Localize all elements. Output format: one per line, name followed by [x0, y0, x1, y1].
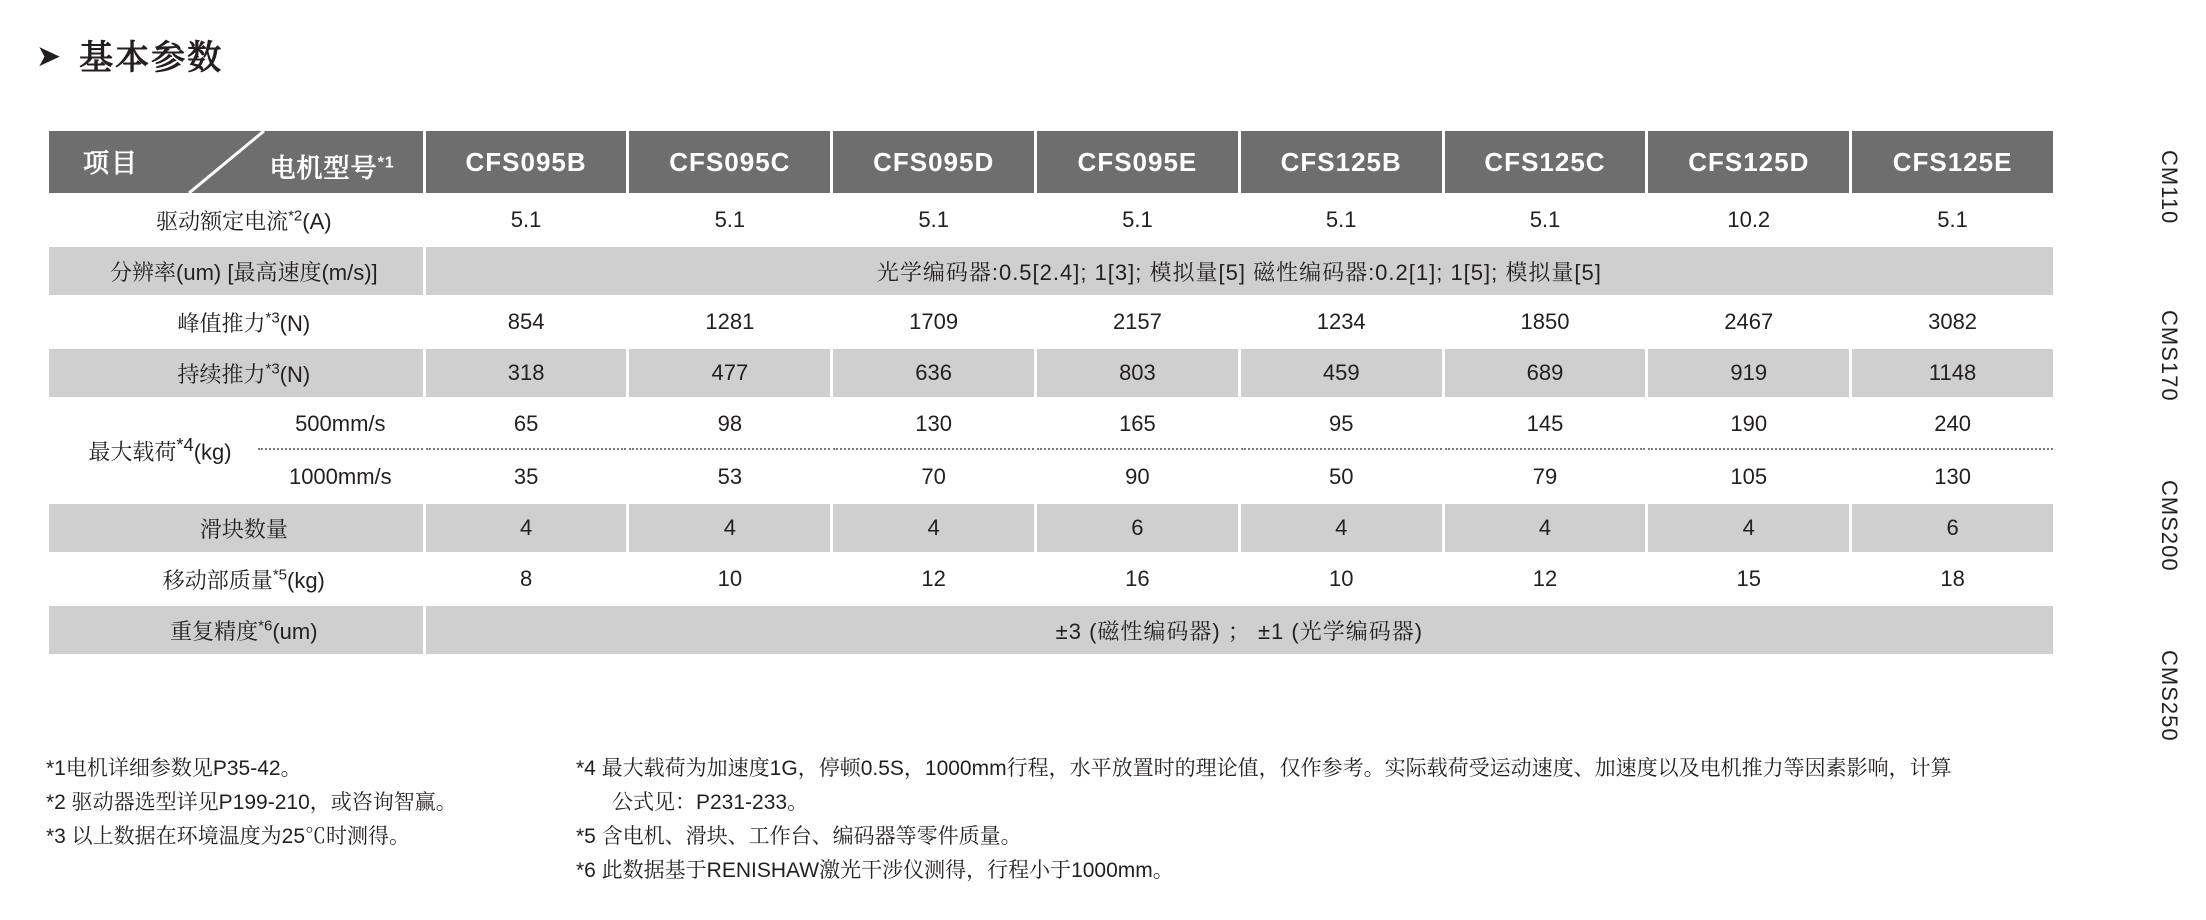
- footnotes-left-column: [46, 752, 516, 854]
- cell: 4: [1648, 504, 1849, 552]
- footnote-4: *4 最大载荷为加速度1G，停顿0.5S，1000mm行程，水平放置时的理论值，仅作参考。实际载荷受运动速度、加速度以及电机推力等因素影响，计算: [576, 757, 1952, 780]
- cell: 4: [1445, 504, 1646, 552]
- table-header-row: [49, 131, 2053, 193]
- merged-cell: 光学编码器:0.5[2.4]; 1[3]; 模拟量[5] 磁性编码器:0.2[1]; 1[5]; 模拟量[5]: [426, 247, 2053, 295]
- table-row: [49, 606, 2053, 654]
- cell: 4: [1241, 504, 1442, 552]
- cell: 35: [426, 453, 627, 501]
- cell: 95: [1241, 400, 1442, 450]
- cell: 5.1: [629, 196, 830, 244]
- side-tab-cms250[interactable]: CMS250: [2157, 650, 2182, 742]
- row-label-group: 最大载荷$^{*4}$(kg): [49, 400, 255, 501]
- side-tab-cms200[interactable]: CMS200: [2157, 480, 2182, 572]
- row-label: 峰值推力$^{*3}$(N): [49, 298, 423, 346]
- cell: 18: [1852, 555, 2053, 603]
- footnote-6: *6 此数据基于RENISHAW激光干涉仪测得，行程小于1000mm。: [576, 859, 1174, 883]
- footnote-1: *1电机详细参数见P35-42。: [46, 757, 302, 780]
- table-row: [49, 349, 2053, 397]
- table-row: [49, 196, 2053, 244]
- cell: 459: [1241, 349, 1442, 397]
- cell: 79: [1445, 453, 1646, 501]
- cell: 130: [1852, 453, 2053, 501]
- cell: 12: [1445, 555, 1646, 603]
- row-label: 滑块数量: [49, 504, 423, 552]
- footnote-3: *3 以上数据在环境温度为25℃时测得。: [46, 825, 411, 849]
- cell: 1850: [1445, 298, 1646, 346]
- column-header-1: CFS095C: [629, 131, 830, 193]
- table-row: [49, 247, 2053, 295]
- cell: 10: [1241, 555, 1442, 603]
- cell: 1234: [1241, 298, 1442, 346]
- cell: 2157: [1037, 298, 1238, 346]
- table-row: [49, 298, 2053, 346]
- column-header-6: CFS125D: [1648, 131, 1849, 193]
- cell: 3082: [1852, 298, 2053, 346]
- header-corner-cell: [49, 131, 423, 193]
- cell: 145: [1445, 400, 1646, 450]
- cell: 70: [833, 453, 1034, 501]
- table-row: [49, 400, 2053, 450]
- cell: 318: [426, 349, 627, 397]
- table-row: [49, 453, 2053, 501]
- cell: 5.1: [1241, 196, 1442, 244]
- footnote-5: *5 含电机、滑块、工作台、编码器等零件质量。: [576, 825, 1022, 849]
- cell: 8: [426, 555, 627, 603]
- cell: 15: [1648, 555, 1849, 603]
- footnote-4-cont: 公式见：P231-233。: [612, 791, 809, 815]
- cell: 10.2: [1648, 196, 1849, 244]
- side-tab-strip: [2142, 150, 2188, 770]
- row-label: 移动部质量$^{*5}$(kg): [49, 555, 423, 603]
- cell: 240: [1852, 400, 2053, 450]
- cell: 5.1: [833, 196, 1034, 244]
- cell: 6: [1037, 504, 1238, 552]
- column-header-4: CFS125B: [1241, 131, 1442, 193]
- side-tab-cm110[interactable]: CM110: [2157, 150, 2182, 225]
- cell: 4: [833, 504, 1034, 552]
- table-row: [49, 504, 2053, 552]
- cell: 919: [1648, 349, 1849, 397]
- header-item-label: 项目: [83, 148, 140, 178]
- page-heading: [36, 30, 223, 79]
- header-model-label: 电机型号$^{*1}$: [269, 153, 395, 183]
- sub-row-label: 500mm/s: [258, 400, 423, 450]
- cell: 636: [833, 349, 1034, 397]
- footnote-2: *2 驱动器选型详见P199-210，或咨询智赢。: [46, 791, 457, 815]
- spec-table-container: [46, 128, 2056, 657]
- cell: 4: [426, 504, 627, 552]
- row-label: 驱动额定电流$^{*2}$(A): [49, 196, 423, 244]
- cell: 98: [629, 400, 830, 450]
- cell: 854: [426, 298, 627, 346]
- cell: 165: [1037, 400, 1238, 450]
- column-header-2: CFS095D: [833, 131, 1034, 193]
- cell: 190: [1648, 400, 1849, 450]
- cell: 50: [1241, 453, 1442, 501]
- cell: 1281: [629, 298, 830, 346]
- merged-cell: ±3 (磁性编码器) ； ±1 (光学编码器): [426, 606, 2053, 654]
- row-label: 重复精度$^{*6}$(um): [49, 606, 423, 654]
- cell: 6: [1852, 504, 2053, 552]
- column-header-0: CFS095B: [426, 131, 627, 193]
- cell: 53: [629, 453, 830, 501]
- cell: 130: [833, 400, 1034, 450]
- cell: 105: [1648, 453, 1849, 501]
- column-header-7: CFS125E: [1852, 131, 2053, 193]
- cell: 1709: [833, 298, 1034, 346]
- side-tab-cms170[interactable]: CMS170: [2157, 310, 2182, 402]
- cell: 10: [629, 555, 830, 603]
- cell: 5.1: [426, 196, 627, 244]
- cell: 803: [1037, 349, 1238, 397]
- cell: 5.1: [1852, 196, 2053, 244]
- footnotes-right-column: [576, 752, 2066, 888]
- sub-row-label: 1000mm/s: [258, 453, 423, 501]
- row-label: 持续推力$^{*3}$(N): [49, 349, 423, 397]
- cell: 2467: [1648, 298, 1849, 346]
- cell: 477: [629, 349, 830, 397]
- cell: 4: [629, 504, 830, 552]
- cell: 16: [1037, 555, 1238, 603]
- cell: 689: [1445, 349, 1646, 397]
- cell: 12: [833, 555, 1034, 603]
- triangle-right-icon: ➤: [36, 39, 62, 73]
- row-label: 分辨率(um) [最高速度(m/s)]: [49, 247, 423, 295]
- cell: 90: [1037, 453, 1238, 501]
- cell: 5.1: [1445, 196, 1646, 244]
- cell: 1148: [1852, 349, 2053, 397]
- column-header-5: CFS125C: [1445, 131, 1646, 193]
- table-row: [49, 555, 2053, 603]
- cell: 5.1: [1037, 196, 1238, 244]
- cell: 65: [426, 400, 627, 450]
- spec-table: [46, 128, 2056, 657]
- column-header-3: CFS095E: [1037, 131, 1238, 193]
- page-title: 基本参数: [79, 39, 224, 77]
